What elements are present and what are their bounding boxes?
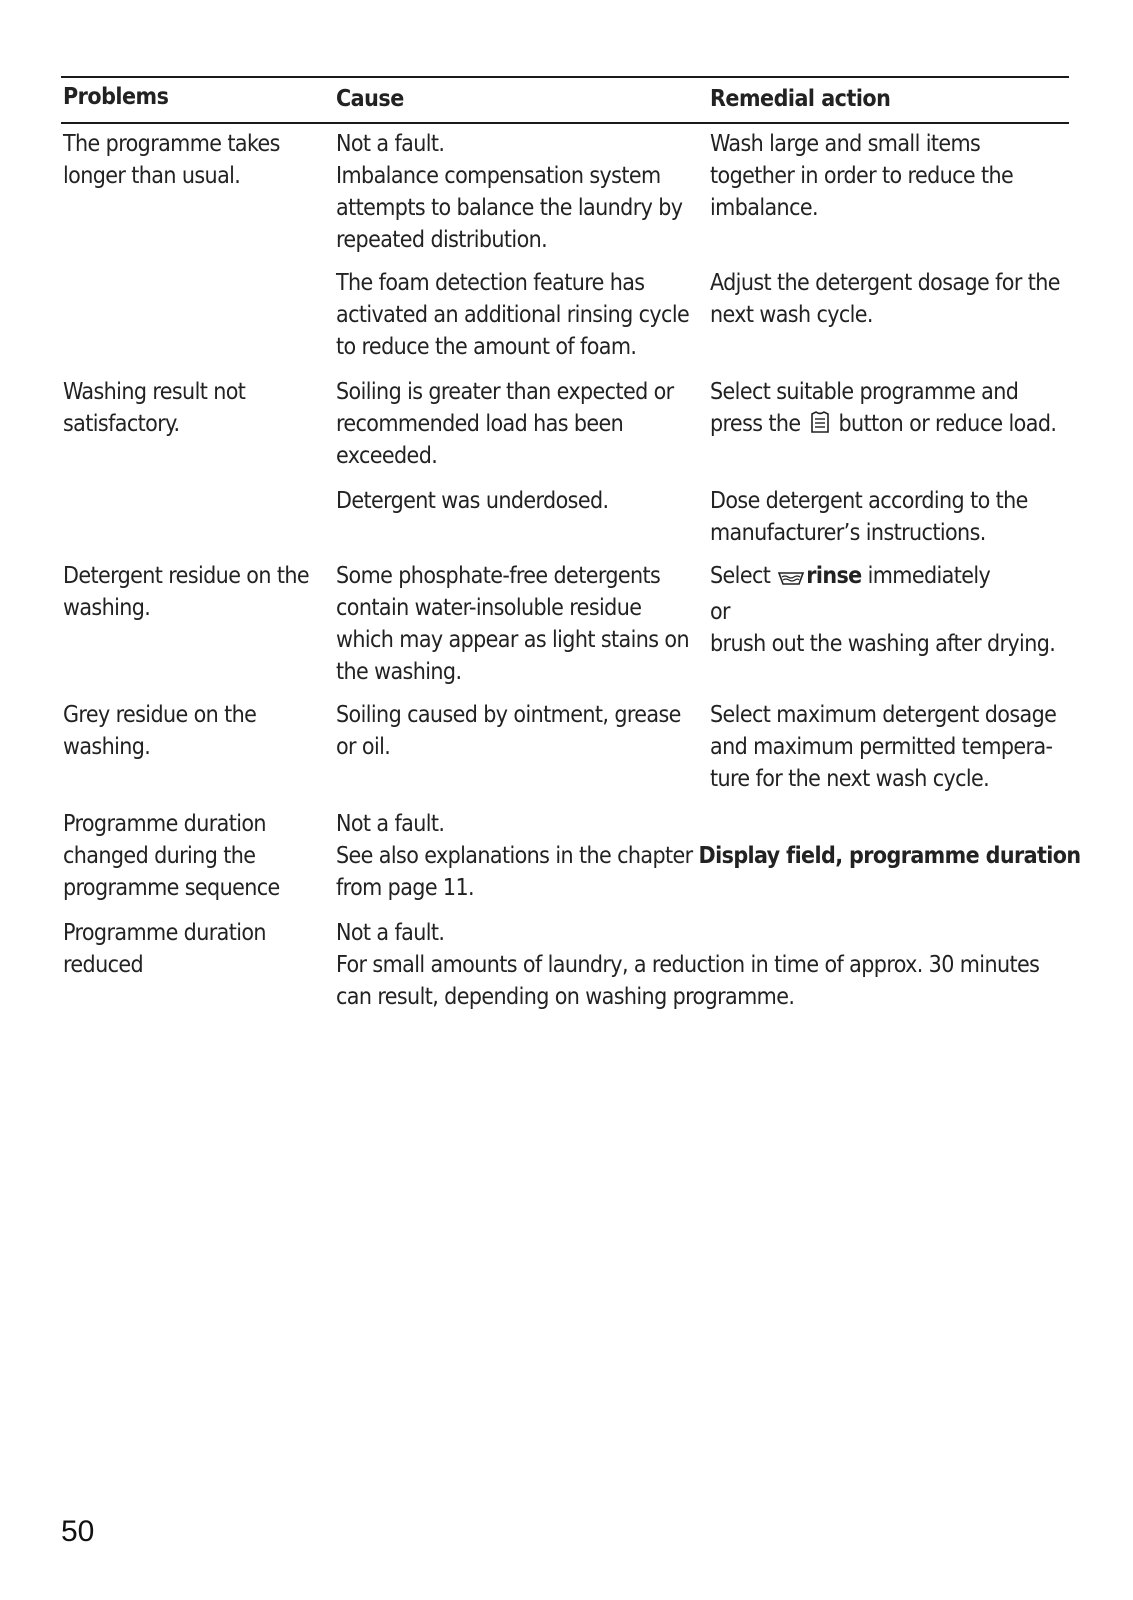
header-cause: Cause <box>336 86 404 112</box>
header-bottom-rule <box>61 122 1069 124</box>
remedy-text: or brush out the washing after drying. <box>710 599 1056 657</box>
remedy-cell: Adjust the detergent dosage for the next wash cycle. <box>710 270 1060 328</box>
cause-cell: Detergent was underdosed. <box>336 488 609 514</box>
problem-cell: Washing result not satisfactory. <box>63 379 246 437</box>
problem-cell: Grey residue on the washing. <box>63 702 257 760</box>
remedy-text: press the <box>710 411 807 437</box>
remedy-cell: Dose detergent according to the manufacturer’s instructions. <box>710 488 1028 546</box>
remedy-line: Select suitable programme and <box>710 379 1019 405</box>
header-remedial-action: Remedial action <box>710 86 891 112</box>
table-top-rule <box>61 76 1069 78</box>
cause-cell: Soiling caused by ointment, grease or oil. <box>336 702 681 760</box>
problem-cell: Programme duration changed during the programme sequence <box>63 811 280 901</box>
remedy-text: immediately <box>861 563 991 589</box>
remedy-cell <box>710 560 1070 660</box>
remedy-cell <box>710 376 1070 444</box>
span-line: from page 11. <box>336 875 475 901</box>
problem-cell: Programme duration reduced <box>63 920 266 978</box>
span-text: See also explanations in the chapter <box>336 843 699 869</box>
cause-cell: Soiling is greater than expected or recommended load has been exceeded. <box>336 379 674 469</box>
rinse-label: rinse <box>806 563 862 589</box>
remedy-cell: Select maximum detergent dosage and maximum permitted tempera- ture for the next wash cycle. <box>710 702 1057 792</box>
problem-cell: Detergent residue on the washing. <box>63 563 310 621</box>
span-line: Not a fault. <box>336 811 445 837</box>
remedy-cell: Wash large and small items together in order to reduce the imbalance. <box>710 131 1014 221</box>
page-number: 50 <box>61 1515 95 1548</box>
header-problems: Problems <box>63 84 169 110</box>
problem-cell: The programme takes longer than usual. <box>63 131 280 189</box>
remedy-text: Select <box>710 563 777 589</box>
remedy-text: button or reduce load. <box>832 411 1057 437</box>
cause-cell: Not a fault. Imbalance compensation system attempts to balance the laundry by repeated distribution. <box>336 131 683 253</box>
chapter-reference: Display field, programme duration <box>698 843 1081 869</box>
cause-cell: Some phosphate-free detergents contain water-insoluble residue which may appear as light stains on the washing. <box>336 563 689 685</box>
cause-span-cell: Not a fault. For small amounts of laundry, a reduction in time of approx. 30 minutes can result, depending on washing programme. <box>336 920 1040 1010</box>
cause-span-cell <box>336 808 1081 904</box>
prewash-shirt-icon <box>807 409 833 444</box>
cause-cell: The foam detection feature has activated an additional rinsing cycle to reduce the amount of foam. <box>336 270 690 360</box>
rinse-tub-icon <box>776 564 806 596</box>
